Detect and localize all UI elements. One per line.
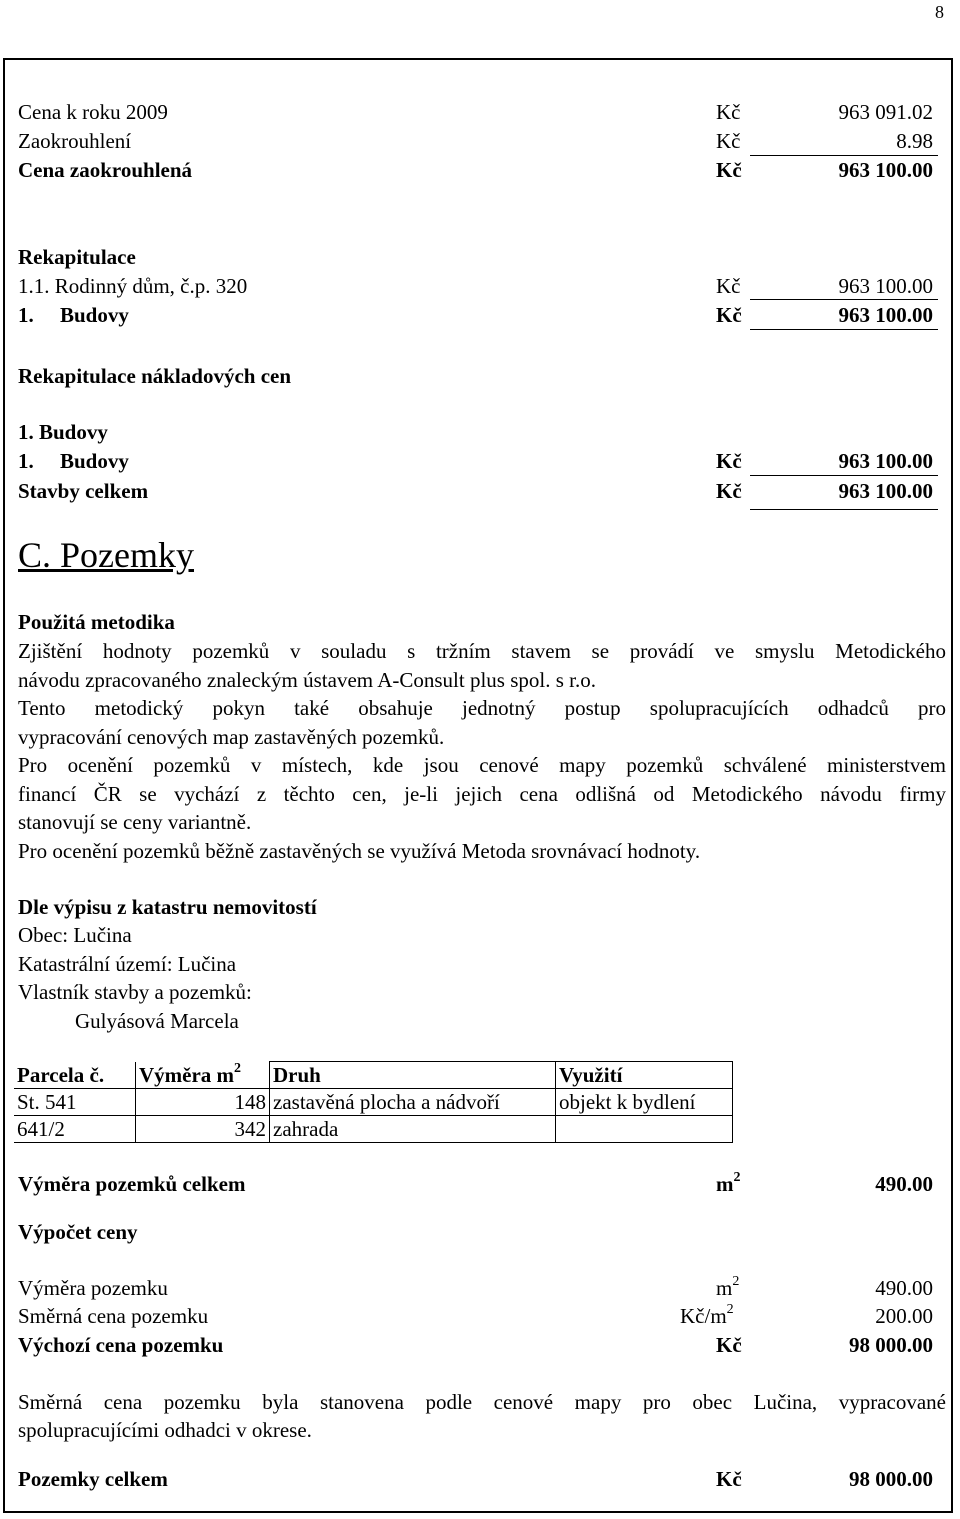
cost-recap-buildings-label: Budovy <box>60 449 129 473</box>
cost-recap-row-num: 1. <box>18 449 34 473</box>
header-parcel: Parcela č. <box>14 1062 136 1089</box>
recap-row-buildings-currency: Kč <box>716 303 742 327</box>
recap-row-house-amount: 963 100.00 <box>838 274 933 298</box>
cell-type: zahrada <box>270 1116 556 1143</box>
cell-type: zastavěná plocha a nádvoří <box>270 1089 556 1116</box>
method-title: Použitá metodika <box>18 610 175 634</box>
method-line: Tento metodický pokyn také obsahuje jednotný postup spolupracujících odhadců pro <box>18 696 946 720</box>
cell-use <box>556 1116 733 1143</box>
underline <box>750 475 938 476</box>
calc-area-value: 490.00 <box>875 1276 933 1300</box>
calc-unit-price-unit <box>680 1303 734 1329</box>
calc-base-price-label: Výchozí cena pozemku <box>18 1333 224 1357</box>
area-total-unit <box>716 1171 741 1197</box>
method-line: stanovují se ceny variantně. <box>18 810 252 834</box>
page-number: 8 <box>935 2 944 22</box>
land-total-currency: Kč <box>716 1467 742 1491</box>
cell-area: 148 <box>136 1089 270 1116</box>
calc-title: Výpočet ceny <box>18 1220 138 1244</box>
recap-row-house-label: 1.1. Rodinný dům, č.p. 320 <box>18 274 248 298</box>
parcel-table <box>14 1061 733 1143</box>
table-row <box>14 1089 733 1116</box>
area-total-unit-text: m <box>716 1172 734 1196</box>
recap-row-buildings-amount: 963 100.00 <box>838 303 933 327</box>
rounding-amount: 8.98 <box>896 129 933 153</box>
header-area-text: Výměra m <box>139 1062 235 1087</box>
method-line: vypracování cenových map zastavěných pozemků. <box>18 725 445 749</box>
calc-base-price-unit: Kč <box>716 1333 742 1357</box>
calc-unit-price-unit-sup: 2 <box>726 1302 734 1317</box>
cost-recap-subtitle: 1. Budovy <box>18 420 108 444</box>
price-2009-label: Cena k roku 2009 <box>18 100 168 124</box>
section-heading: C. Pozemky <box>18 535 194 575</box>
underline <box>750 509 938 510</box>
method-line: Pro ocenění pozemků v místech, kde jsou cenové mapy pozemků schválené ministerstvem <box>18 753 946 777</box>
cadastre-title: Dle výpisu z katastru nemovitostí <box>18 895 317 919</box>
owner-label: Vlastník stavby a pozemků: <box>18 980 252 1004</box>
recap-row-num: 1. <box>18 303 34 327</box>
cell-use: objekt k bydlení <box>556 1089 733 1116</box>
rounded-price-currency: Kč <box>716 158 742 182</box>
area-total-unit-sup: 2 <box>733 1170 741 1185</box>
calc-area-unit-sup: 2 <box>732 1274 740 1289</box>
land-total-amount: 98 000.00 <box>849 1467 933 1491</box>
cost-recap-buildings-amount: 963 100.00 <box>838 449 933 473</box>
rounded-price-amount: 963 100.00 <box>838 158 933 182</box>
calc-base-price-value: 98 000.00 <box>849 1333 933 1357</box>
cell-parcel: 641/2 <box>14 1116 136 1143</box>
buildings-total-currency: Kč <box>716 479 742 503</box>
rounding-label: Zaokrouhlení <box>18 129 132 153</box>
land-total-label: Pozemky celkem <box>18 1467 168 1491</box>
table-header-row <box>14 1062 733 1089</box>
method-line: návodu zpracovaného znaleckým ústavem A-Consult plus spol. s r.o. <box>18 668 596 692</box>
calc-area-label: Výměra pozemku <box>18 1276 168 1300</box>
table-row <box>14 1116 733 1143</box>
underline <box>750 329 938 330</box>
underline <box>750 155 938 156</box>
calc-area-unit-text: m <box>716 1276 733 1300</box>
cadastre-territory: Katastrální území: Lučina <box>18 952 237 976</box>
method-line: financí ČR se vychází z těchto cen, je-li jejich cena odlišná od Metodického návodu firmy <box>18 782 946 806</box>
recap-row-buildings-label: Budovy <box>60 303 129 327</box>
buildings-total-label: Stavby celkem <box>18 479 149 503</box>
calc-unit-price-unit-text: Kč/m <box>680 1304 727 1328</box>
header-type: Druh <box>270 1062 556 1089</box>
note-line: spolupracujícími odhadci v okrese. <box>18 1418 312 1442</box>
calc-unit-price-value: 200.00 <box>875 1304 933 1328</box>
owner-name: Gulyásová Marcela <box>75 1009 239 1033</box>
recap-row-house-currency: Kč <box>716 274 741 298</box>
calc-area-unit <box>716 1275 739 1301</box>
cost-recap-buildings-currency: Kč <box>716 449 742 473</box>
cadastre-municipality: Obec: Lučina <box>18 923 132 947</box>
method-line: Pro ocenění pozemků běžně zastavěných se využívá Metoda srovnávací hodnoty. <box>18 839 701 863</box>
note-line: Směrná cena pozemku byla stanovena podle cenové mapy pro obec Lučina, vypracované <box>18 1390 946 1414</box>
area-total-label: Výměra pozemků celkem <box>18 1172 246 1196</box>
header-area-sup: 2 <box>234 1060 242 1076</box>
header-use: Využití <box>556 1062 733 1089</box>
rounded-price-label: Cena zaokrouhlená <box>18 158 193 182</box>
header-area <box>136 1062 270 1089</box>
price-2009-amount: 963 091.02 <box>838 100 933 124</box>
area-total-value: 490.00 <box>875 1172 933 1196</box>
buildings-total-amount: 963 100.00 <box>838 479 933 503</box>
cell-parcel: St. 541 <box>14 1089 136 1116</box>
cell-area: 342 <box>136 1116 270 1143</box>
cost-recap-title: Rekapitulace nákladových cen <box>18 364 292 388</box>
recap-title: Rekapitulace <box>18 245 136 269</box>
rounding-currency: Kč <box>716 129 741 153</box>
price-2009-currency: Kč <box>716 100 741 124</box>
method-line: Zjištění hodnoty pozemků v souladu s tržním stavem se provádí ve smyslu Metodického <box>18 639 946 663</box>
underline <box>750 299 938 300</box>
calc-unit-price-label: Směrná cena pozemku <box>18 1304 209 1328</box>
